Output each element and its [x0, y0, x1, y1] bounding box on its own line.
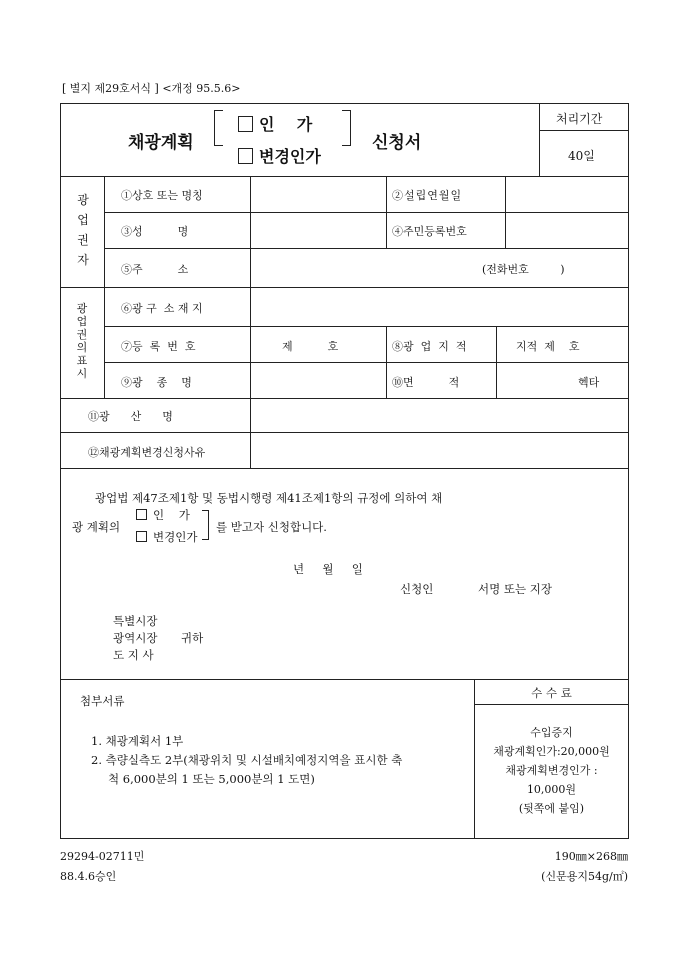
mineral-type-field[interactable] — [252, 364, 384, 396]
body-option-approval[interactable] — [136, 507, 190, 523]
body-checkbox-approval-icon[interactable] — [136, 509, 147, 520]
company-name-field[interactable] — [252, 178, 384, 210]
recipient-metro-city-mayor: 광역시장 — [113, 631, 158, 645]
title-option-approval-label: 인 가 — [259, 115, 313, 134]
section-mining-right-holder: 광업권자 — [77, 193, 89, 267]
label-mine-location: ⑥광 구 소 재 지 — [121, 302, 203, 315]
application-date[interactable]: 년 월 일 — [293, 562, 363, 576]
row-line-9 — [60, 468, 629, 469]
mine-location-field[interactable] — [252, 289, 627, 324]
recipient-honorific: 귀하 — [181, 631, 204, 645]
checkbox-approval-icon[interactable] — [238, 116, 253, 132]
registration-number-value[interactable]: 제 호 — [282, 340, 339, 353]
signature-label[interactable]: 서명 또는 지장 — [478, 582, 552, 596]
frame-bottom — [60, 838, 629, 839]
footer-paper-type: (신문용지54g/㎡) — [541, 870, 628, 883]
processing-label: 처리기간 — [556, 112, 603, 126]
fee-details — [474, 723, 629, 818]
checkbox-change-icon[interactable] — [238, 148, 253, 164]
body-statement-suffix: 를 받고자 신청합니다. — [216, 520, 327, 534]
attachment-item-2: 2. 측량실측도 2부(채광위치 및 시설배치예정지역을 표시한 축 — [91, 753, 403, 767]
label-change-reason: ⑫채광계획변경신청사유 — [88, 446, 206, 459]
row-line-3 — [104, 248, 629, 249]
fee-title-line — [474, 704, 629, 705]
frame-left — [60, 103, 61, 839]
fee-line-2: 채광계획인가:20,000원 — [493, 745, 610, 758]
footer-approval: 88.4.6승인 — [60, 870, 117, 883]
label-mineral-type: ⑨광 종 명 — [121, 376, 192, 389]
title-bracket-right — [342, 110, 351, 146]
col-mid-bottom — [386, 326, 387, 398]
col-mid-top — [386, 176, 387, 248]
row-line-5 — [104, 326, 629, 327]
processing-value: 40일 — [568, 149, 595, 163]
frame-top — [60, 103, 629, 104]
label-company-name: ①상호 또는 명칭 — [121, 189, 203, 202]
phone-number-label: (전화번호 ) — [482, 263, 565, 276]
title-option-change-label: 변경인가 — [259, 147, 321, 166]
recipient-metropolitan-mayor: 특별시장 — [113, 614, 158, 628]
fee-title: 수 수 료 — [531, 686, 572, 700]
body-checkbox-change-icon[interactable] — [136, 531, 147, 542]
area-unit: 헥타 — [578, 376, 600, 389]
title-option-approval[interactable] — [238, 112, 312, 135]
title-option-change[interactable] — [238, 144, 321, 167]
row-line-2 — [104, 212, 629, 213]
title-bracket-left — [214, 110, 223, 146]
col-right-top — [505, 176, 506, 248]
form-header-note: [ 별지 제29호서식 ] <개정 95.5.6> — [62, 82, 241, 95]
change-reason-field[interactable] — [252, 434, 627, 466]
mining-cadastre-value[interactable]: 지적 제 호 — [516, 340, 580, 353]
attachments-title: 첨부서류 — [80, 694, 125, 708]
row-line-1 — [60, 176, 629, 177]
fee-line-4: 10,000원 — [526, 783, 577, 796]
fee-line-5: (뒷쪽에 붙임) — [518, 802, 585, 815]
row-line-4 — [60, 287, 629, 288]
col-label-value — [250, 176, 251, 468]
row-line-7 — [60, 398, 629, 399]
mine-name-field[interactable] — [252, 400, 627, 430]
body-statement-line1: 광업법 제47조제1항 및 동법시행령 제41조제1항의 규정에 의하여 채 — [95, 491, 443, 505]
label-area: ⑩면 적 — [392, 376, 460, 389]
label-name: ③성 명 — [121, 225, 189, 238]
name-field[interactable] — [252, 214, 384, 246]
applicant-label: 신청인 — [400, 582, 434, 596]
attachment-item-2-cont: 척 6,000분의 1 또는 5,000분의 1 도면) — [108, 772, 315, 786]
body-bracket-icon — [202, 510, 209, 540]
label-mining-cadastre: ⑧광 업 지 적 — [392, 340, 467, 353]
label-registration-number: ⑦등 록 번 호 — [121, 340, 196, 353]
label-address: ⑤주 소 — [121, 263, 189, 276]
row-line-6 — [104, 362, 629, 363]
label-mine-name: ⑪광 산 명 — [88, 410, 173, 423]
label-established-date: ②설립연월일 — [392, 189, 463, 202]
row-line-8 — [60, 432, 629, 433]
resident-number-field[interactable] — [507, 214, 627, 246]
recipient-governor: 도 지 사 — [113, 648, 154, 662]
processing-divider — [539, 103, 540, 176]
body-statement-prefix: 광 계획의 — [72, 520, 121, 534]
footer-form-code: 29294-02711민 — [60, 850, 145, 863]
address-field[interactable] — [252, 250, 627, 285]
fee-line-3: 채광계획변경인가 : — [505, 764, 598, 777]
established-date-field[interactable] — [507, 178, 627, 210]
title-right: 신청서 — [372, 133, 422, 153]
row-line-10 — [60, 679, 629, 680]
body-option-approval-label: 인 가 — [153, 508, 190, 522]
processing-line — [539, 130, 628, 131]
col-right-bottom — [496, 326, 497, 398]
body-option-change-label: 변경인가 — [153, 530, 198, 544]
col-section — [104, 176, 105, 398]
body-option-change[interactable] — [136, 529, 197, 545]
attachment-item-1: 1. 채광계획서 1부 — [91, 734, 184, 748]
fee-line-1: 수입증지 — [530, 726, 573, 739]
title-left: 채광계획 — [128, 133, 194, 153]
section-mining-right-display: 광업권의표시 — [76, 302, 88, 380]
label-resident-number: ④주민등록번호 — [392, 225, 467, 238]
footer-paper-size: 190㎜×268㎜ — [554, 850, 628, 863]
